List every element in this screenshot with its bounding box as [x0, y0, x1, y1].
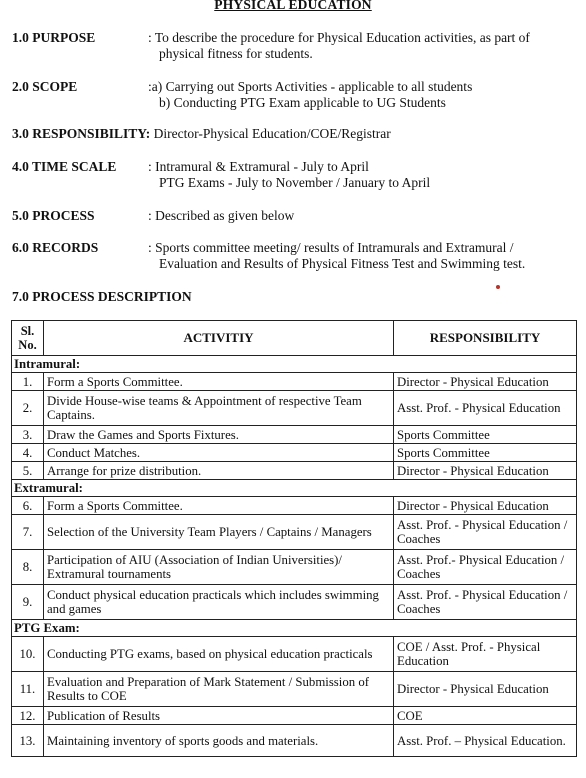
- group-label: PTG Exam:: [12, 620, 577, 637]
- process-table: [11, 320, 577, 757]
- table-row: [12, 373, 577, 391]
- row-number: 7.: [12, 515, 44, 550]
- row-number: 4.: [12, 444, 44, 462]
- row-activity: Draw the Games and Sports Fixtures.: [44, 426, 394, 444]
- row-responsibility: Asst. Prof. – Physical Education.: [394, 725, 577, 757]
- row-number: 11.: [12, 672, 44, 707]
- header-activity: ACTIVITIY: [44, 321, 394, 356]
- row-responsibility: Director - Physical Education: [394, 373, 577, 391]
- row-number: 3.: [12, 426, 44, 444]
- table-row: [12, 497, 577, 515]
- row-activity: Maintaining inventory of sports goods and materials.: [44, 725, 394, 757]
- row-number: 13.: [12, 725, 44, 757]
- group-row: [12, 620, 577, 637]
- row-number: 12.: [12, 707, 44, 725]
- group-label: Intramural:: [12, 356, 577, 373]
- row-responsibility: Asst. Prof. - Physical Education / Coaches: [394, 585, 577, 620]
- row-activity: Evaluation and Preparation of Mark Statement / Submission of Results to COE: [44, 672, 394, 707]
- section-text: : To describe the procedure for Physical Education activities, as part of physical fitness for students.: [148, 30, 530, 61]
- row-number: 9.: [12, 585, 44, 620]
- ink-dot: [496, 285, 500, 289]
- row-responsibility: Asst. Prof. - Physical Education: [394, 391, 577, 426]
- row-activity: Selection of the University Team Players / Captains / Managers: [44, 515, 394, 550]
- section-label: 3.0 RESPONSIBILITY:: [12, 126, 151, 141]
- row-responsibility: Director - Physical Education: [394, 672, 577, 707]
- row-activity: Form a Sports Committee.: [44, 497, 394, 515]
- table-row: [12, 672, 577, 707]
- table-row: [12, 725, 577, 757]
- row-activity: Form a Sports Committee.: [44, 373, 394, 391]
- row-responsibility: Asst. Prof. - Physical Education / Coaches: [394, 515, 577, 550]
- row-number: 10.: [12, 637, 44, 672]
- table-row: [12, 707, 577, 725]
- section-label: 1.0 PURPOSE: [12, 30, 96, 45]
- row-activity: Arrange for prize distribution.: [44, 462, 394, 480]
- group-label: Extramural:: [12, 480, 577, 497]
- table-row: [12, 550, 577, 585]
- section-label: 5.0 PROCESS: [12, 208, 95, 223]
- section-text: : Sports committee meeting/ results of Intramurals and Extramural / Evaluation and Results of Physical Fitness Test and Swimming test.: [148, 240, 526, 271]
- row-activity: Conduct Matches.: [44, 444, 394, 462]
- table-header-row: [12, 321, 577, 356]
- row-activity: Divide House-wise teams & Appointment of respective Team Captains.: [44, 391, 394, 426]
- row-responsibility: Asst. Prof.- Physical Education / Coaches: [394, 550, 577, 585]
- table-row: [12, 637, 577, 672]
- row-responsibility: COE: [394, 707, 577, 725]
- row-responsibility: Sports Committee: [394, 426, 577, 444]
- row-responsibility: COE / Asst. Prof. - Physical Education: [394, 637, 577, 672]
- process-title: 7.0 PROCESS DESCRIPTION: [12, 289, 192, 304]
- row-number: 1.: [12, 373, 44, 391]
- section-text: : Described as given below: [148, 208, 295, 223]
- section-label: 2.0 SCOPE: [12, 79, 78, 94]
- row-number: 6.: [12, 497, 44, 515]
- row-responsibility: Director - Physical Education: [394, 462, 577, 480]
- table-row: [12, 462, 577, 480]
- table-row: [12, 585, 577, 620]
- section-text: :a) Carrying out Sports Activities - applicable to all students b) Conducting PTG Exam applicable to UG Students: [148, 79, 473, 110]
- row-number: 2.: [12, 391, 44, 426]
- section-responsibility: [12, 126, 582, 142]
- row-activity: Conduct physical education practicals which includes swimming and games: [44, 585, 394, 620]
- section-label: 4.0 TIME SCALE: [12, 159, 117, 174]
- table-row: [12, 444, 577, 462]
- page-title: PHYSICAL EDUCATION: [214, 0, 372, 12]
- row-activity: Conducting PTG exams, based on physical education practicals: [44, 637, 394, 672]
- section-label: 6.0 RECORDS: [12, 240, 99, 255]
- section-text: Director-Physical Education/COE/Registrar: [153, 126, 391, 141]
- row-activity: Participation of AIU (Association of Indian Universities)/ Extramural tournaments: [44, 550, 394, 585]
- section-text: : Intramural & Extramural - July to April PTG Exams - July to November / January to April: [148, 159, 431, 190]
- row-number: 8.: [12, 550, 44, 585]
- table-row: [12, 515, 577, 550]
- header-sl-no: Sl. No.: [12, 321, 44, 356]
- row-activity: Publication of Results: [44, 707, 394, 725]
- row-number: 5.: [12, 462, 44, 480]
- table-row: [12, 426, 577, 444]
- row-responsibility: Director - Physical Education: [394, 497, 577, 515]
- table-row: [12, 391, 577, 426]
- group-row: [12, 356, 577, 373]
- group-row: [12, 480, 577, 497]
- row-responsibility: Sports Committee: [394, 444, 577, 462]
- header-responsibility: RESPONSIBILITY: [394, 321, 577, 356]
